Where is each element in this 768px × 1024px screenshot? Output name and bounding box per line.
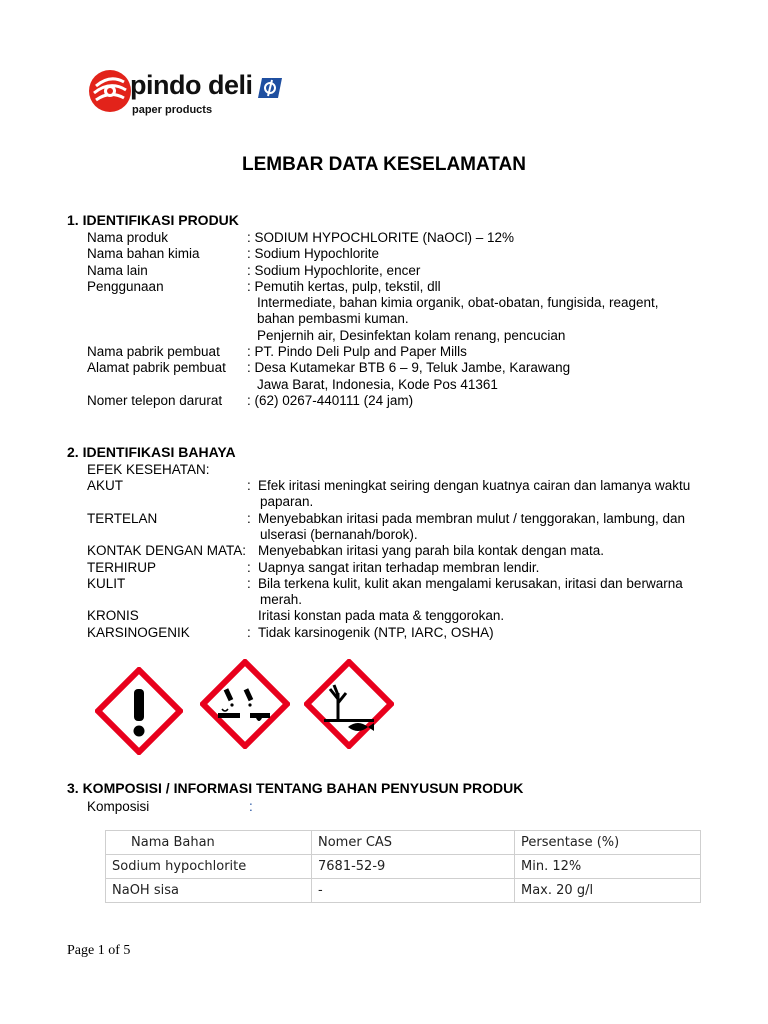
health-effect-label: TERHIRUP: [87, 559, 157, 575]
table-cell: -: [312, 879, 515, 903]
komposisi-colon: :: [249, 799, 253, 814]
product-id-value: : Pemutih kertas, pulp, tekstil, dll: [247, 278, 441, 294]
environment-hazard-icon: [304, 659, 394, 749]
product-id-label: Nama produk: [87, 230, 169, 245]
health-effect-text: Uapnya sangat iritan terhadap membran lendir.: [258, 559, 540, 575]
health-effect-label: KONTAK DENGAN MATA:: [87, 543, 247, 559]
page-number: Page 1 of 5: [67, 943, 131, 958]
health-effect-label: TERTELAN: [87, 510, 158, 526]
product-id-label: Alamat pabrik pembuat: [87, 360, 226, 376]
table-row: [106, 855, 701, 879]
product-id-value: : Desa Kutamekar BTB 6 – 9, Teluk Jambe, Karawang: [247, 360, 571, 376]
table-cell: Min. 12%: [515, 855, 701, 879]
product-id-label: Nomer telepon darurat: [87, 393, 223, 408]
product-id-value: : Sodium Hypochlorite, encer: [247, 262, 421, 278]
logo-subtitle: paper products: [132, 104, 213, 116]
health-effect-label: KARSINOGENIK: [87, 624, 190, 640]
composition-table: [105, 830, 701, 903]
health-effect-text: Iritasi konstan pada mata & tenggorokan.: [258, 608, 505, 624]
health-effect-text: paparan.: [260, 494, 314, 510]
health-effect-text: Menyebabkan iritasi yang parah bila kontak dengan mata.: [258, 543, 604, 559]
health-effect-text: Efek iritasi meningkat seiring dengan kuatnya cairan dan lamanya waktu: [258, 478, 691, 493]
product-id-label: Penggunaan: [87, 278, 164, 294]
product-id-value: Penjernih air, Desinfektan kolam renang, pencucian: [257, 327, 566, 343]
health-effect-text: merah.: [260, 592, 303, 608]
komposisi-label: Komposisi: [87, 799, 150, 814]
logo-mark-icon: [258, 76, 282, 100]
product-id-value: : Sodium Hypochlorite: [247, 246, 380, 262]
table-header-cell: Nama Bahan: [106, 831, 312, 855]
product-id-value: : SODIUM HYPOCHLORITE (NaOCl) – 12%: [247, 230, 515, 245]
health-effect-colon: :: [247, 559, 251, 575]
health-effect-colon: :: [247, 624, 251, 640]
health-effect-text: ulserasi (bernanah/borok).: [260, 526, 418, 542]
product-id-value: Jawa Barat, Indonesia, Kode Pos 41361: [257, 376, 498, 392]
health-effect-label: KULIT: [87, 575, 126, 591]
health-effect-colon: :: [247, 575, 251, 591]
product-id-value: bahan pembasmi kuman.: [257, 311, 409, 327]
table-header-cell: Nomer CAS: [312, 831, 515, 855]
section-1-heading: 1. IDENTIFIKASI PRODUK: [67, 212, 239, 228]
pindo-deli-logo: [88, 68, 132, 114]
table-row: [106, 879, 701, 903]
table-cell: 7681-52-9: [312, 855, 515, 879]
health-effect-label: KRONIS: [87, 608, 139, 624]
product-id-value: Intermediate, bahan kimia organik, obat-obatan, fungisida, reagent,: [257, 295, 659, 311]
product-id-value: : PT. Pindo Deli Pulp and Paper Mills: [247, 344, 467, 360]
document-title: LEMBAR DATA KESELAMATAN: [242, 154, 526, 175]
health-effect-text: Menyebabkan iritasi pada membran mulut / tenggorakan, lambung, dan: [258, 510, 686, 526]
health-effect-text: Bila terkena kulit, kulit akan mengalami kerusakan, iritasi dan berwarna: [258, 575, 683, 591]
product-id-value: : (62) 0267-440111 (24 jam): [247, 393, 414, 408]
health-effect-text: Tidak karsinogenik (NTP, IARC, OSHA): [258, 624, 494, 640]
logo-wordmark: pindo deli: [130, 70, 253, 100]
table-cell: NaOH sisa: [106, 879, 312, 903]
exclamation-mark-icon: [95, 667, 183, 755]
section-2-heading: 2. IDENTIFIKASI BAHAYA: [67, 444, 236, 460]
table-header-row: [106, 831, 701, 855]
health-effects-subheading: EFEK KESEHATAN:: [87, 462, 210, 477]
table-cell: Sodium hypochlorite: [106, 855, 312, 879]
table-header-cell: Persentase (%): [515, 831, 701, 855]
product-id-label: Nama lain: [87, 262, 148, 278]
product-id-label: Nama bahan kimia: [87, 246, 200, 262]
table-cell: Max. 20 g/l: [515, 879, 701, 903]
health-effect-colon: :: [247, 510, 251, 526]
section-3-heading: 3. KOMPOSISI / INFORMASI TENTANG BAHAN PENYUSUN PRODUK: [67, 780, 524, 796]
product-id-label: Nama pabrik pembuat: [87, 344, 220, 360]
health-effect-colon: :: [247, 478, 251, 493]
health-effect-label: AKUT: [87, 478, 124, 493]
corrosion-icon: [200, 659, 290, 749]
